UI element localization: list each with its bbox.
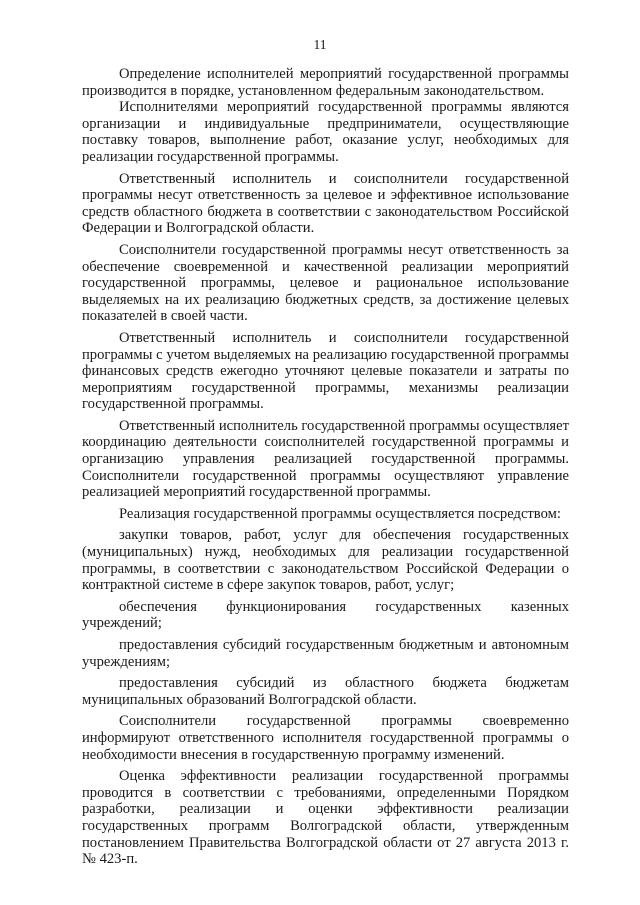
- paragraph: Определение исполнителей мероприятий государственной программы производится в порядке, установленном федеральным законодательством.: [82, 66, 569, 99]
- paragraph: Оценка эффективности реализации государственной программы проводится в соответствии с требованиями, определенными Порядком разработки, реализации и оценки эффективности реализации государственных программ Волгоградской области, утвержденным постановлением Правительства Волгоградской области от 27 августа 2013 г. № 423-п.: [82, 768, 569, 868]
- paragraph: Ответственный исполнитель и соисполнители государственной программы несут ответственность за целевое и эффективное использование средств областного бюджета в соответствии с законодательством Российской Федерации и Волгоградской области.: [82, 170, 569, 237]
- list-item: предоставления субсидий государственным бюджетным и автономным учреждениям;: [82, 637, 569, 670]
- paragraph: Ответственный исполнитель и соисполнители государственной программы с учетом выделяемых на реализацию государственной программы финансовых средств ежегодно уточняют целевые показатели и затраты по мероприятиям государственной программы, механизмы реализации государственной программы.: [82, 329, 569, 413]
- paragraph: Ответственный исполнитель государственной программы осуществляет координацию деятельности соисполнителей государственной программы и организацию управления реализацией государственной программы. Соисполнители государственной программы осуществляют управление реализацией мероприятий государственной программы.: [82, 417, 569, 501]
- paragraph: Реализация государственной программы осуществляется посредством:: [119, 505, 561, 522]
- document-body: [82, 66, 569, 868]
- paragraph: Исполнителями мероприятий государственной программы являются организации и индивидуальные предприниматели, осуществляющие поставку товаров, выполнение работ, оказание услуг, необходимых для реализации государственной программы.: [82, 99, 569, 165]
- list-item: закупки товаров, работ, услуг для обеспечения государственных (муниципальных) нужд, необходимых для реализации государственной программы, в соответствии с законодательством Российской Федерации о контрактной системе в сфере закупок товаров, работ, услуг;: [82, 527, 569, 594]
- paragraph: Соисполнители государственной программы своевременно информируют ответственного исполнителя государственной программы о необходимости внесения в государственную программу изменений.: [82, 713, 569, 763]
- list-item: обеспечения функционирования государственных казенных учреждений;: [82, 598, 569, 632]
- paragraph: Соисполнители государственной программы несут ответственность за обеспечение своевременной и качественной реализации мероприятий государственной программы, целевое и рациональное использование выделяемых на их реализацию бюджетных средств, за достижение целевых показателей в своей части.: [82, 241, 569, 325]
- page-number: 11: [313, 37, 327, 52]
- list-item: предоставления субсидий из областного бюджета бюджетам муниципальных образований Волгоградской области.: [82, 675, 569, 708]
